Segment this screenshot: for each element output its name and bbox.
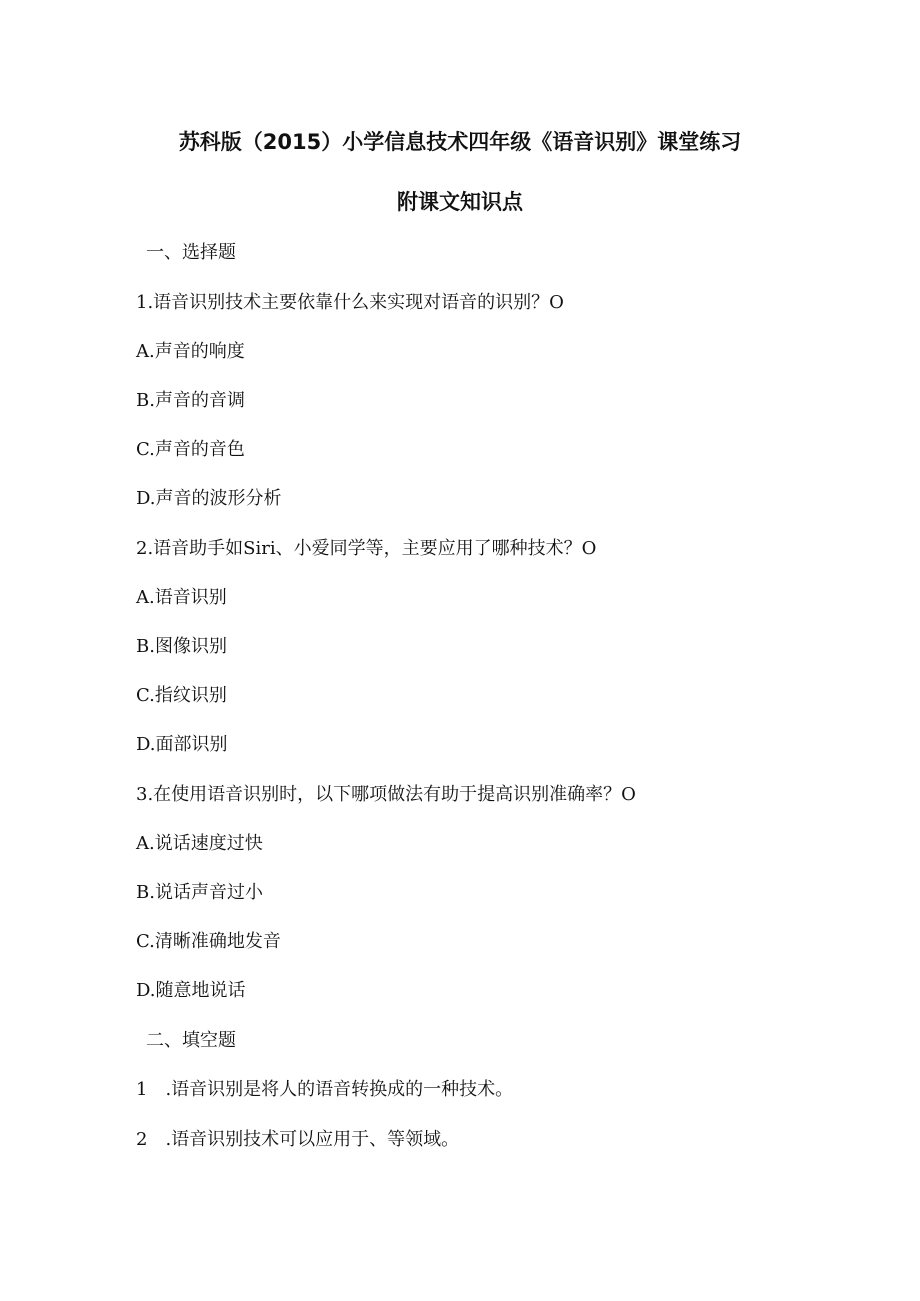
question-option: B.声音的音调 — [136, 390, 245, 411]
section-heading-choice: 一、选择题 — [146, 242, 236, 263]
document-title: 苏科版（2015）小学信息技术四年级《语音识别》课堂练习 — [178, 130, 742, 154]
fill-blank-item: 1 .语音识别是将人的语音转换成的一种技术。 — [136, 1079, 514, 1100]
question-option: C.清晰准确地发音 — [136, 931, 281, 952]
question-option: D.面部识别 — [136, 734, 228, 755]
question-option: B.说话声音过小 — [136, 882, 263, 903]
question-option: A.说话速度过快 — [136, 833, 263, 854]
question-option: C.指纹识别 — [136, 685, 227, 706]
question-option: D.声音的波形分析 — [136, 488, 282, 509]
question-option: C.声音的音色 — [136, 439, 245, 460]
question-stem: 2.语音助手如Siri、小爱同学等，主要应用了哪种技术？O — [136, 538, 597, 559]
question-option: A.声音的响度 — [136, 341, 245, 362]
question-stem: 1.语音识别技术主要依靠什么来实现对语音的识别？O — [136, 292, 564, 313]
question-stem: 3.在使用语音识别时，以下哪项做法有助于提高识别准确率？O — [136, 784, 636, 805]
question-option: D.随意地说话 — [136, 980, 246, 1001]
question-option: B.图像识别 — [136, 636, 227, 657]
question-option: A.语音识别 — [136, 587, 227, 608]
document-subtitle: 附课文知识点 — [397, 190, 523, 214]
section-heading-fill: 二、填空题 — [146, 1030, 236, 1051]
fill-blank-item: 2 .语音识别技术可以应用于、等领域。 — [136, 1129, 460, 1150]
